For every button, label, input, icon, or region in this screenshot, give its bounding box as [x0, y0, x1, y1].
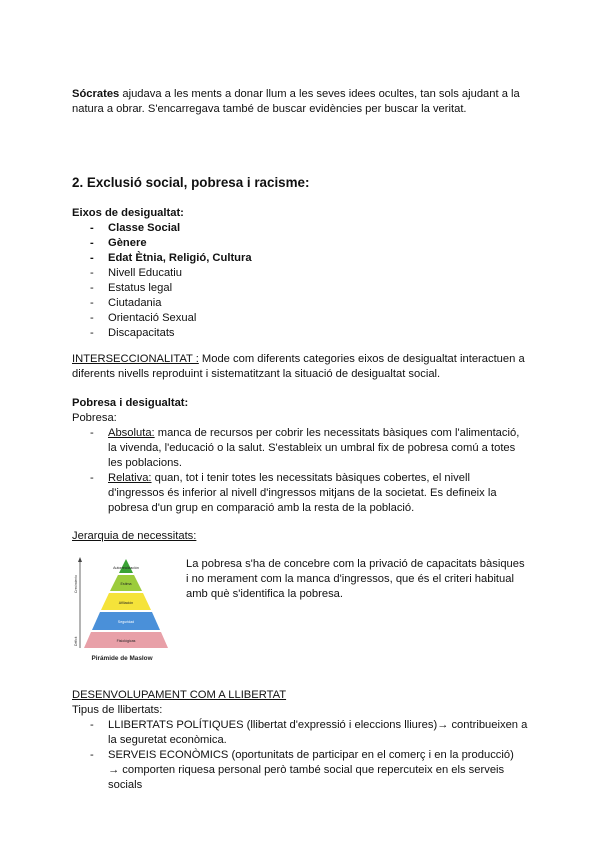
- pyramid-axis-top: Crecimiento: [74, 574, 78, 593]
- list-item: - SERVEIS ECONÒMICS (oportunitats de participar en el comerç i en la producció) → comporten riquesa personal però també social que repercuteix en els serveis socials: [72, 748, 528, 793]
- axes-list: [72, 221, 528, 341]
- list-item: [72, 426, 528, 471]
- poverty-section: [72, 396, 528, 516]
- development-subtitle: Tipus de llibertats:: [72, 704, 163, 716]
- intro-text: ajudava a les ments a donar llum a les seves idees ocultes, tan sols ajudant a la natura a obrar. S'encarregava també de buscar evidències per buscar la veritat.: [72, 88, 520, 115]
- pyramid-axis-bottom: Déficit: [74, 636, 78, 646]
- pyramid-label-2: Estima: [120, 582, 132, 586]
- poverty-item-label: Relativa:: [108, 472, 152, 484]
- poverty-item-text: quan, tot i tenir totes les necessitats bàsiques cobertes, el nivell d'ingressos és inferior al nivell d'ingressos mitjans de la societat. Es defineix la pobresa d'un grup en comparació amb la resta de la població.: [108, 472, 497, 514]
- development-section: [72, 688, 528, 793]
- pyramid-label-3: Afiliación: [118, 601, 134, 605]
- poverty-subtitle: Pobresa:: [72, 412, 117, 424]
- list-item: - Ciutadania: [72, 296, 528, 311]
- pyramid-caption: Pirámide de Maslow: [91, 655, 153, 662]
- axes-section: [72, 206, 528, 341]
- list-item: [72, 471, 528, 516]
- intro-bold: Sócrates: [72, 88, 120, 100]
- list-item: - Orientació Sexual: [72, 311, 528, 326]
- intersectionality-text: Mode com diferents categories eixos de desigualtat interactuen a diferents nivells reproduint i sistematitzant la situació de desigualtat social.: [72, 353, 525, 380]
- list-item: - Classe Social: [72, 221, 528, 236]
- hierarchy-title: Jerarquia de necessitats:: [72, 530, 197, 542]
- intro-paragraph: [72, 87, 522, 117]
- poverty-item-label: Absoluta:: [108, 427, 155, 439]
- pyramid-label-5: Fisiológicas: [116, 639, 136, 643]
- pyramid-label-4: Seguridad: [117, 620, 135, 624]
- development-list: [72, 718, 528, 793]
- hierarchy-text: La pobresa s'ha de concebre com la privació de capacitats bàsiques i no merament com la manca d'ingressos, que és el criteri habitual amb què s'identifica la pobresa.: [186, 558, 525, 600]
- development-title: DESENVOLUPAMENT COM A LLIBERTAT: [72, 689, 287, 701]
- pyramid-axis-arrow: [78, 557, 82, 562]
- poverty-title: Pobresa i desigualtat:: [72, 397, 189, 409]
- axes-title: Eixos de desigualtat:: [72, 207, 184, 219]
- list-item: - Nivell Educatiu: [72, 266, 528, 281]
- section-heading: 2. Exclusió social, pobresa i racisme:: [72, 175, 310, 190]
- list-item: - Discapacitats: [72, 326, 528, 341]
- list-item: - Edat Ètnia, Religió, Cultura: [72, 251, 528, 266]
- maslow-pyramid: [72, 553, 174, 665]
- pyramid-label-1: Autorrealización: [113, 566, 139, 570]
- list-item: - Estatus legal: [72, 281, 528, 296]
- list-item: - LLIBERTATS POLÍTIQUES (llibertat d'expressió i eleccions lliures)→ contribueixen a la seguretat econòmica.: [72, 718, 528, 748]
- poverty-list: [72, 426, 528, 516]
- intersectionality-label: INTERSECCIONALITAT :: [72, 353, 199, 365]
- list-item: - Gènere: [72, 236, 528, 251]
- poverty-item-text: manca de recursos per cobrir les necessitats bàsiques com l'alimentació, la vivenda, l'educació o la salut. S'estableix un umbral fix de pobresa comú a totes les poblacions.: [108, 427, 520, 469]
- intersectionality-paragraph: [72, 352, 528, 382]
